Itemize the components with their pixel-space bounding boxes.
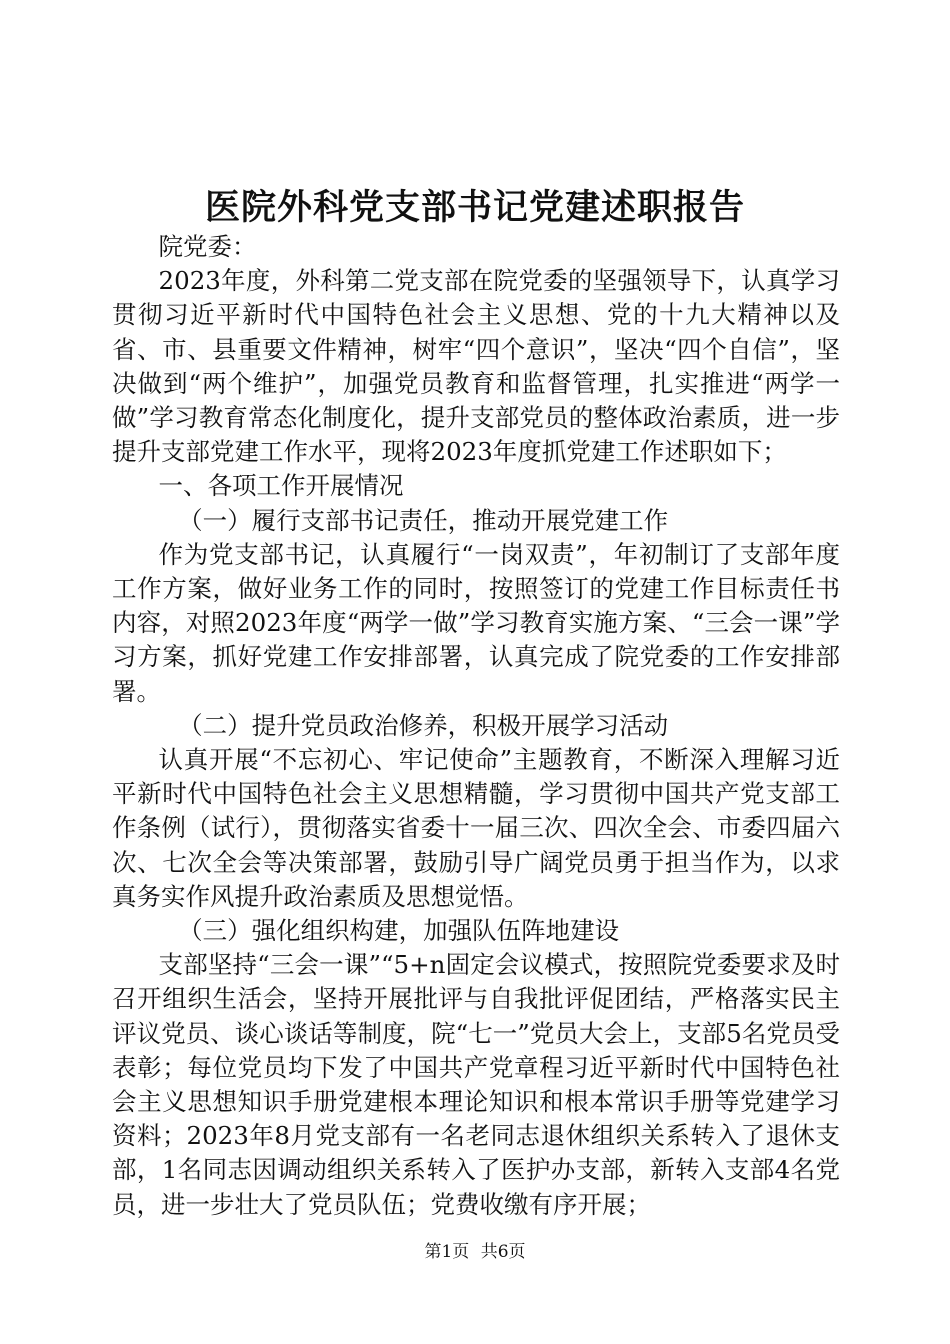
subsection-heading-3: （三）强化组织构建，加强队伍阵地建设 [178, 916, 620, 946]
document-title: 医院外科党支部书记党建述职报告 [204, 187, 745, 228]
section-heading-1: 一、各项工作开展情况 [158, 471, 404, 501]
subsection-paragraph-2: 认真开展“不忘初心、牢记使命”主题教育，不断深入理解习近平新时代中国特色社会主义思想精髓，学习贯彻中国共产党支部工作条例（试行），贯彻落实省委十一届三次、四次全会、市委四届六次、七次全会等决策部署，鼓励引导广阔党员勇于担当作为，以求真务实作风提升政治素质及思想觉悟。 [112, 745, 840, 911]
intro-paragraph: 2023年度，外科第二党支部在院党委的坚强领导下，认真学习贯彻习近平新时代中国特色社会主义思想、党的十九大精神以及省、市、县重要文件精神，树牢“四个意识”，坚决“四个自信”，坚决做到“两个维护”，加强党员教育和监督管理，扎实推进“两学一做”学习教育常态化制度化，提升支部党员的整体政治素质，进一步提升支部党建工作水平，现将2023年度抓党建工作述职如下； [112, 266, 840, 467]
page-total: 共6页 [480, 1242, 526, 1262]
subsection-heading-1: （一）履行支部书记责任，推动开展党建工作 [178, 505, 669, 535]
subsection-paragraph-3: 支部坚持“三会一课”“5+n固定会议模式，按照院党委要求及时召开组织生活会，坚持开展批评与自我批评促团结，严格落实民主评议党员、谈心谈话等制度，院“七一”党员大会上，支部5名党员受表彰；每位党员均下发了中国共产党章程习近平新时代中国特色社会主义思想知识手册党建根本理论知识和根本常识手册等党建学习资料；2023年8月党支部有一名老同志退休组织关系转入了退休支部，1名同志因调动组织关系转入了医护办支部，新转入支部4名党员，进一步壮大了党员队伍；党费收缴有序开展； [112, 950, 840, 1219]
subsection-heading-2: （二）提升党员政治修养，积极开展学习活动 [178, 710, 669, 740]
subsection-paragraph-1: 作为党支部书记，认真履行“一岗双责”，年初制订了支部年度工作方案，做好业务工作的同时，按照签订的党建工作目标责任书内容，对照2023年度“两学一做”学习教育实施方案、“三会一课”学习方案，抓好党建工作安排部署，认真完成了院党委的工作安排部署。 [112, 539, 840, 706]
page-footer [0, 1240, 950, 1264]
page-number: 第1页 [424, 1242, 470, 1262]
salutation: 院党委： [158, 232, 257, 261]
document-body [112, 230, 840, 1222]
